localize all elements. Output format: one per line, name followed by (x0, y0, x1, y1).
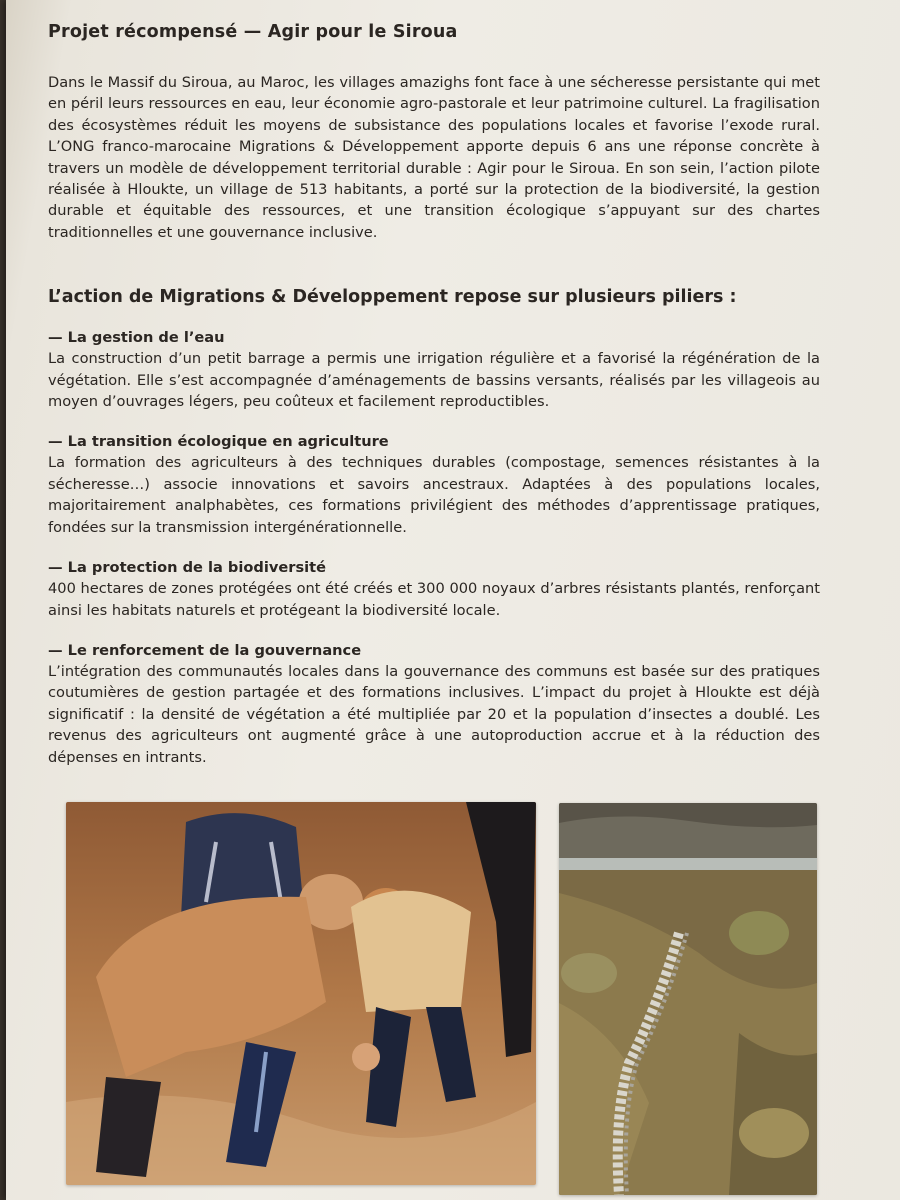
article (48, 22, 820, 787)
pillar-title: — Le renforcement de la gouvernance (48, 641, 362, 659)
intro-paragraph: Dans le Massif du Siroua, au Maroc, les villages amazighs font face à une sécheresse persistante qui met en péril leurs ressources en eau, leur économie agro-pastorale et leur patrimoine culturel. La fragilisation des écosystèmes réduit les moyens de subsistance des populations locales et favorise l’exode rural. L’ONG franco-marocaine Migrations & Développement apporte depuis 6 ans une réponse concrète à travers un modèle de développement territorial durable : Agir pour le Siroua. En son sein, l’action pilote réalisée à Hloukte, un village de 513 habitants, a porté sur la protection de la biodiversité, la gestion durable et équitable des ressources, et une transition écologique s’appuyant sur des chartes traditionnelles et une gouvernance inclusive. (48, 74, 820, 241)
pillar-text: La formation des agriculteurs à des techniques durables (compostage, semences résistantes à la sécheresse…) associe innovations et savoirs ancestraux. Adaptées à des populations locales, majoritairement analphabètes, ces formations privilégient des méthodes d’apprentissage pratiques, fondées sur la transmission intergénérationnelle. (48, 454, 820, 536)
pillar-biodiversity (48, 557, 820, 621)
photo-landscape-stone-line (559, 803, 817, 1195)
pillar-text: La construction d’un petit barrage a permis une irrigation régulière et a favorisé la régénération de la végétation. Elle s’est accompagnée d’aménagements de bassins versants, réalisés par les villageois au moyen d’ouvrages légers, peu coûteux et facilement reproductibles. (48, 350, 820, 411)
pillar-title: — La transition écologique en agriculture (48, 433, 389, 451)
landscape-illustration (559, 803, 817, 1195)
article-title: Projet récompensé — Agir pour le Siroua (48, 22, 458, 42)
pillar-text: 400 hectares de zones protégées ont été créés et 300 000 noyaux d’arbres résistants plantés, renforçant ainsi les habitats naturels et protégeant la biodiversité locale. (48, 580, 820, 619)
pillar-water (48, 327, 820, 412)
pillars-heading: L’action de Migrations & Développement repose sur plusieurs piliers : (48, 287, 737, 308)
pillar-text: L’intégration des communautés locales dans la gouvernance des communs est basée sur des pratiques coutumières de gestion partagée et des formations inclusives. L’impact du projet à Hloukte est déjà significatif : la densité de végétation a été multipliée par 20 et la population d’insectes a doublé. Les revenus des agriculteurs ont augmenté grâce à une autoproduction accrue et à la réduction des dépenses en intrants. (48, 662, 820, 766)
pillar-agriculture (48, 431, 820, 538)
villagers-planting-illustration (66, 802, 536, 1185)
photo-villagers-planting (66, 802, 536, 1185)
brochure-page (6, 0, 900, 1200)
pillar-title: — La protection de la biodiversité (48, 559, 327, 577)
pillar-governance (48, 640, 820, 768)
pillar-title: — La gestion de l’eau (48, 329, 225, 347)
